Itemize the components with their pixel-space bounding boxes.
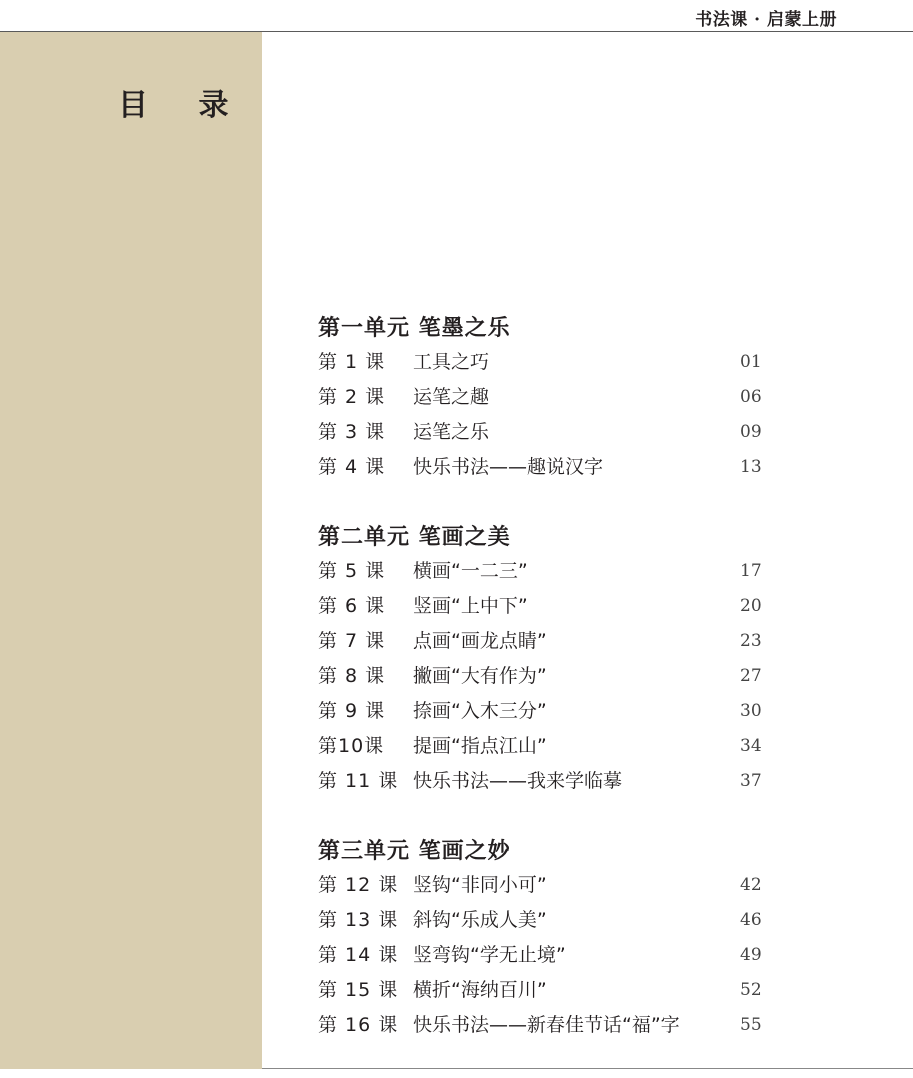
lesson-number: 第10课 — [318, 735, 385, 757]
page-number: 17 — [740, 561, 762, 581]
lesson-title: 竖弯钩“学无止境” — [413, 944, 566, 966]
lesson-title: 提画“指点江山” — [413, 735, 547, 757]
lesson-entry[interactable] — [318, 589, 778, 624]
lesson-title: 快乐书法——趣说汉字 — [413, 456, 604, 478]
lesson-title: 快乐书法——我来学临摹 — [413, 770, 623, 792]
lesson-number: 第 4 课 — [318, 456, 386, 478]
lesson-entry[interactable] — [318, 729, 778, 764]
lesson-number: 第 5 课 — [318, 560, 386, 582]
page-number: 55 — [740, 1015, 762, 1035]
lesson-number: 第 13 课 — [318, 909, 399, 931]
page-number: 34 — [740, 736, 762, 756]
page-number: 01 — [740, 352, 762, 372]
lesson-number: 第 1 课 — [318, 351, 386, 373]
toc-heading: 目 录 — [118, 88, 249, 123]
page-header — [0, 0, 913, 32]
page-number: 42 — [740, 875, 762, 895]
lesson-number: 第 3 课 — [318, 421, 386, 443]
unit-section — [318, 520, 778, 799]
unit-title: 第一单元 笔墨之乐 — [318, 315, 511, 341]
lesson-entry[interactable] — [318, 415, 778, 450]
lesson-number: 第 11 课 — [318, 770, 399, 792]
unit-title: 第二单元 笔画之美 — [318, 524, 511, 550]
lesson-title: 竖钩“非同小可” — [413, 874, 547, 896]
page-number: 30 — [740, 701, 762, 721]
page-number: 23 — [740, 631, 762, 651]
page-number: 09 — [740, 422, 762, 442]
lesson-title: 横画“一二三” — [413, 560, 528, 582]
unit-section — [318, 834, 778, 1043]
sidebar-panel — [0, 32, 262, 1069]
lesson-entry[interactable] — [318, 903, 778, 938]
lesson-title: 撇画“大有作为” — [413, 665, 547, 687]
lesson-entry[interactable] — [318, 1008, 778, 1043]
unit-section — [318, 311, 778, 485]
lesson-title: 点画“画龙点睛” — [413, 630, 547, 652]
lesson-title: 快乐书法——新春佳节话“福”字 — [413, 1014, 680, 1036]
book-title: 书法课 · 启蒙上册 — [695, 10, 837, 30]
lesson-entry[interactable] — [318, 554, 778, 589]
page-number: 52 — [740, 980, 762, 1000]
unit-title: 第三单元 笔画之妙 — [318, 838, 511, 864]
page-number: 27 — [740, 666, 762, 686]
lesson-title: 工具之巧 — [413, 351, 490, 373]
lesson-number: 第 7 课 — [318, 630, 386, 652]
lesson-number: 第 14 课 — [318, 944, 399, 966]
table-of-contents — [318, 311, 778, 1078]
lesson-title: 横折“海纳百川” — [413, 979, 547, 1001]
lesson-entry[interactable] — [318, 345, 778, 380]
lesson-number: 第 9 课 — [318, 700, 386, 722]
page-number: 49 — [740, 945, 762, 965]
page-number: 06 — [740, 387, 762, 407]
lesson-number: 第 15 课 — [318, 979, 399, 1001]
page-number: 46 — [740, 910, 762, 930]
lesson-title: 运笔之趣 — [413, 386, 490, 408]
lesson-number: 第 2 课 — [318, 386, 386, 408]
lesson-number: 第 12 课 — [318, 874, 399, 896]
lesson-title: 捺画“入木三分” — [413, 700, 547, 722]
lesson-entry[interactable] — [318, 868, 778, 903]
lesson-entry[interactable] — [318, 450, 778, 485]
lesson-title: 竖画“上中下” — [413, 595, 528, 617]
lesson-number: 第 8 课 — [318, 665, 386, 687]
lesson-entry[interactable] — [318, 973, 778, 1008]
page-number: 13 — [740, 457, 762, 477]
lesson-entry[interactable] — [318, 938, 778, 973]
lesson-number: 第 16 课 — [318, 1014, 399, 1036]
lesson-entry[interactable] — [318, 694, 778, 729]
lesson-entry[interactable] — [318, 380, 778, 415]
lesson-entry[interactable] — [318, 764, 778, 799]
page-number: 37 — [740, 771, 762, 791]
lesson-number: 第 6 课 — [318, 595, 386, 617]
lesson-title: 斜钩“乐成人美” — [413, 909, 547, 931]
lesson-entry[interactable] — [318, 624, 778, 659]
bottom-divider — [262, 1068, 913, 1069]
page-number: 20 — [740, 596, 762, 616]
lesson-entry[interactable] — [318, 659, 778, 694]
lesson-title: 运笔之乐 — [413, 421, 490, 443]
